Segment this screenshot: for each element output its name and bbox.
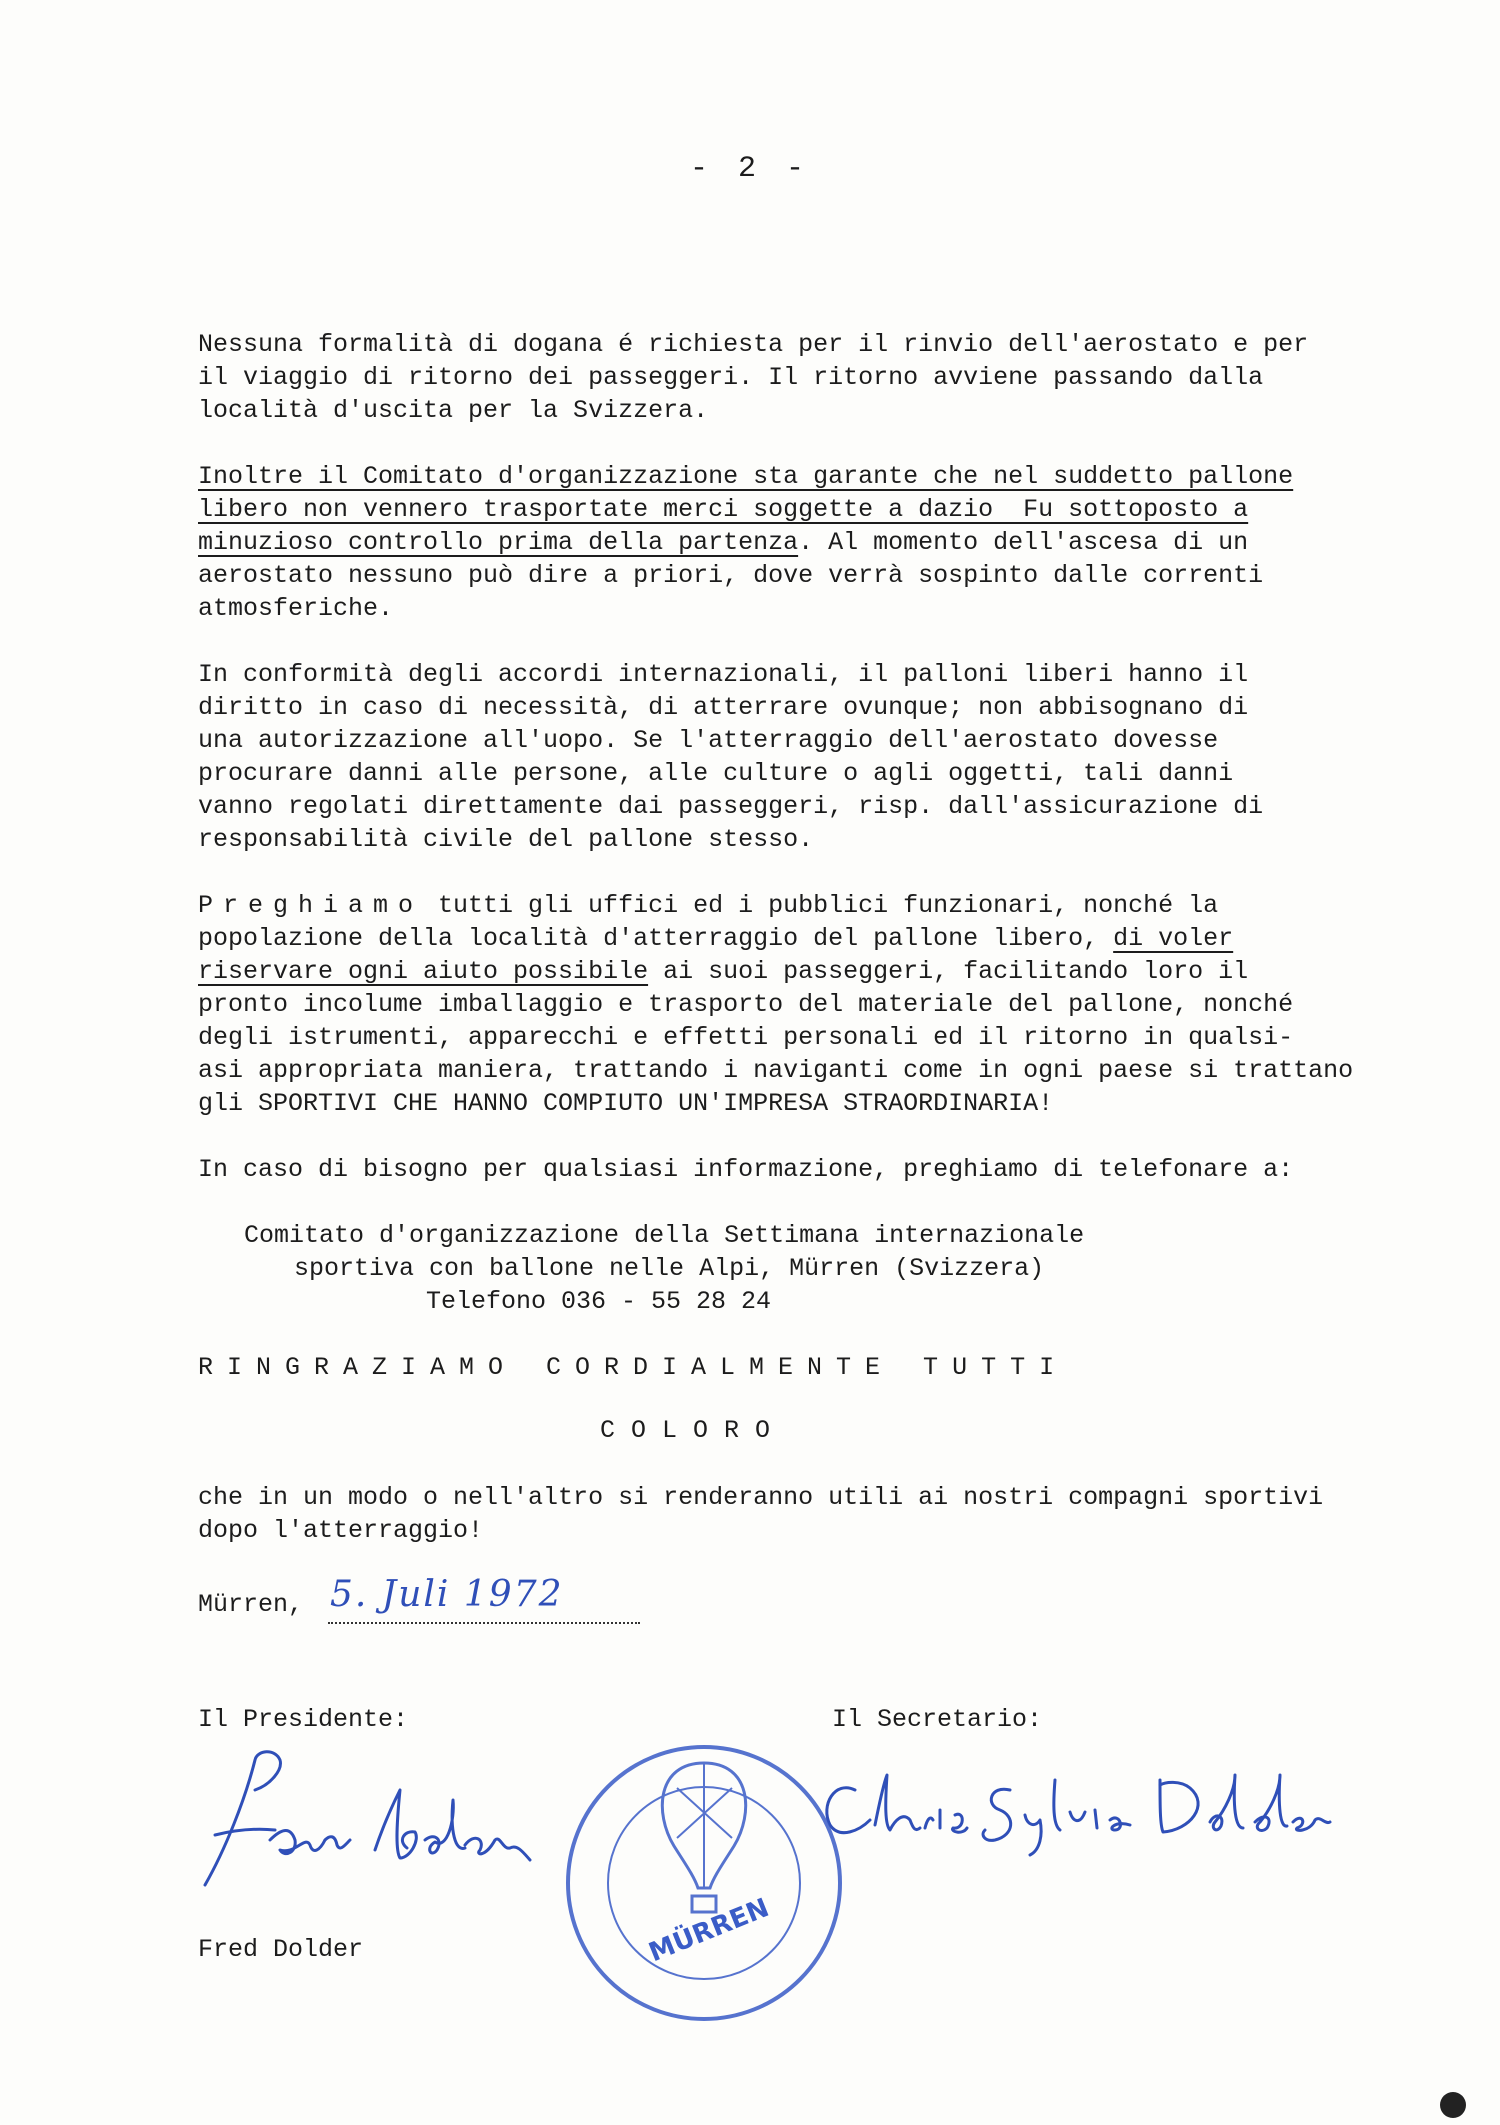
president-name: Fred Dolder xyxy=(198,1935,364,1964)
text-line xyxy=(198,526,1398,559)
text-line xyxy=(198,955,1398,988)
text-fragment: popolazione della località d'atterraggio del pallone libero, xyxy=(198,924,1114,953)
text-line: gli SPORTIVI CHE HANNO COMPIUTO UN'IMPRESA STRAORDINARIA! xyxy=(198,1089,1054,1118)
text-line xyxy=(198,889,1398,922)
text-fragment: tutti gli uffici ed i pubblici funzionari, nonché la xyxy=(423,891,1219,920)
secretary-label: Il Secretario: xyxy=(832,1705,1043,1734)
archive-logo-icon xyxy=(1440,2092,1466,2118)
text-line: aerostato nessuno può dire a priori, dove verrà sospinto dalle correnti xyxy=(198,561,1264,590)
page-number: - 2 - xyxy=(689,152,810,186)
text-line: atmosferiche. xyxy=(198,594,394,623)
text-line: che in un modo o nell'altro si renderanno utili ai nostri compagni sportivi xyxy=(198,1483,1324,1512)
secretary-signature xyxy=(815,1750,1335,1860)
paragraph-contact xyxy=(198,1153,1398,1186)
president-signature xyxy=(185,1740,545,1900)
address-line: Comitato d'organizzazione della Settimana internazionale xyxy=(244,1221,1085,1250)
paragraph-closing xyxy=(198,1481,1398,1547)
paragraph-request xyxy=(198,889,1398,1120)
text-line: procurare danni alle persone, alle culture o agli oggetti, tali danni xyxy=(198,759,1234,788)
paragraph-agreements xyxy=(198,658,1398,856)
text-line xyxy=(198,922,1398,955)
text-line: pronto incolume imballaggio e trasporto del materiale del pallone, nonché xyxy=(198,990,1294,1019)
paragraph-guarantee xyxy=(198,460,1398,625)
letter-body xyxy=(198,328,1398,1580)
text-line: responsabilità civile del pallone stesso. xyxy=(198,825,814,854)
paragraph-customs xyxy=(198,328,1398,427)
text-fragment: ai suoi passeggeri, facilitando loro il xyxy=(648,957,1249,986)
date-dotted-line xyxy=(328,1622,640,1624)
text-line: il viaggio di ritorno dei passeggeri. Il ritorno avviene passando dalla xyxy=(198,363,1264,392)
text-line: degli istrumenti, apparecchi e effetti personali ed il ritorno in qualsi- xyxy=(198,1023,1294,1052)
text-line: Inoltre il Comitato d'organizzazione sta garante che nel suddetto pallone xyxy=(198,462,1294,491)
coloro-heading: COLORO xyxy=(600,1416,787,1445)
text-line: Nessuna formalità di dogana é richiesta per il rinvio dell'aerostato e per xyxy=(198,330,1309,359)
text-line: In caso di bisogno per qualsiasi informazione, preghiamo di telefonare a: xyxy=(198,1155,1294,1184)
handwritten-date: 5. Juli 1972 xyxy=(330,1574,564,1615)
text-line: In conformità degli accordi internazionali, il palloni liberi hanno il xyxy=(198,660,1249,689)
underlined-phrase: di voler xyxy=(1113,924,1234,953)
text-line: vanno regolati direttamente dai passeggeri, risp. dall'assicurazione di xyxy=(198,792,1264,821)
club-stamp xyxy=(562,1738,847,2028)
text-line: località d'uscita per la Svizzera. xyxy=(198,396,709,425)
address-block xyxy=(244,1219,1398,1318)
text-line: asi appropriata maniera, trattando i naviganti come in ogni paese si trattano xyxy=(198,1056,1354,1085)
underlined-phrase: riservare ogni aiuto possibile xyxy=(198,957,649,986)
address-line: sportiva con ballone nelle Alpi, Mürren (Svizzera) xyxy=(294,1254,1045,1283)
stamp-center-text: MÜRREN xyxy=(644,1892,774,1969)
text-line: diritto in caso di necessità, di atterrare ovunque; non abbisognano di xyxy=(198,693,1249,722)
place-label: Mürren, xyxy=(198,1590,304,1619)
text-fragment: . Al momento dell'ascesa di un xyxy=(798,528,1249,557)
spaced-word: Preghiamo xyxy=(198,891,424,920)
text-line: una autorizzazione all'uopo. Se l'atterraggio dell'aerostato dovesse xyxy=(198,726,1219,755)
phone-line: Telefono 036 - 55 28 24 xyxy=(426,1287,772,1316)
text-line: libero non vennero trasportate merci soggette a dazio Fu sottoposto a xyxy=(198,495,1249,524)
underlined-phrase: minuzioso controllo prima della partenza xyxy=(198,528,799,557)
text-line: dopo l'atterraggio! xyxy=(198,1516,484,1545)
thanks-heading: RINGRAZIAMO CORDIALMENTE TUTTI xyxy=(198,1353,1069,1382)
president-label: Il Presidente: xyxy=(198,1705,409,1734)
